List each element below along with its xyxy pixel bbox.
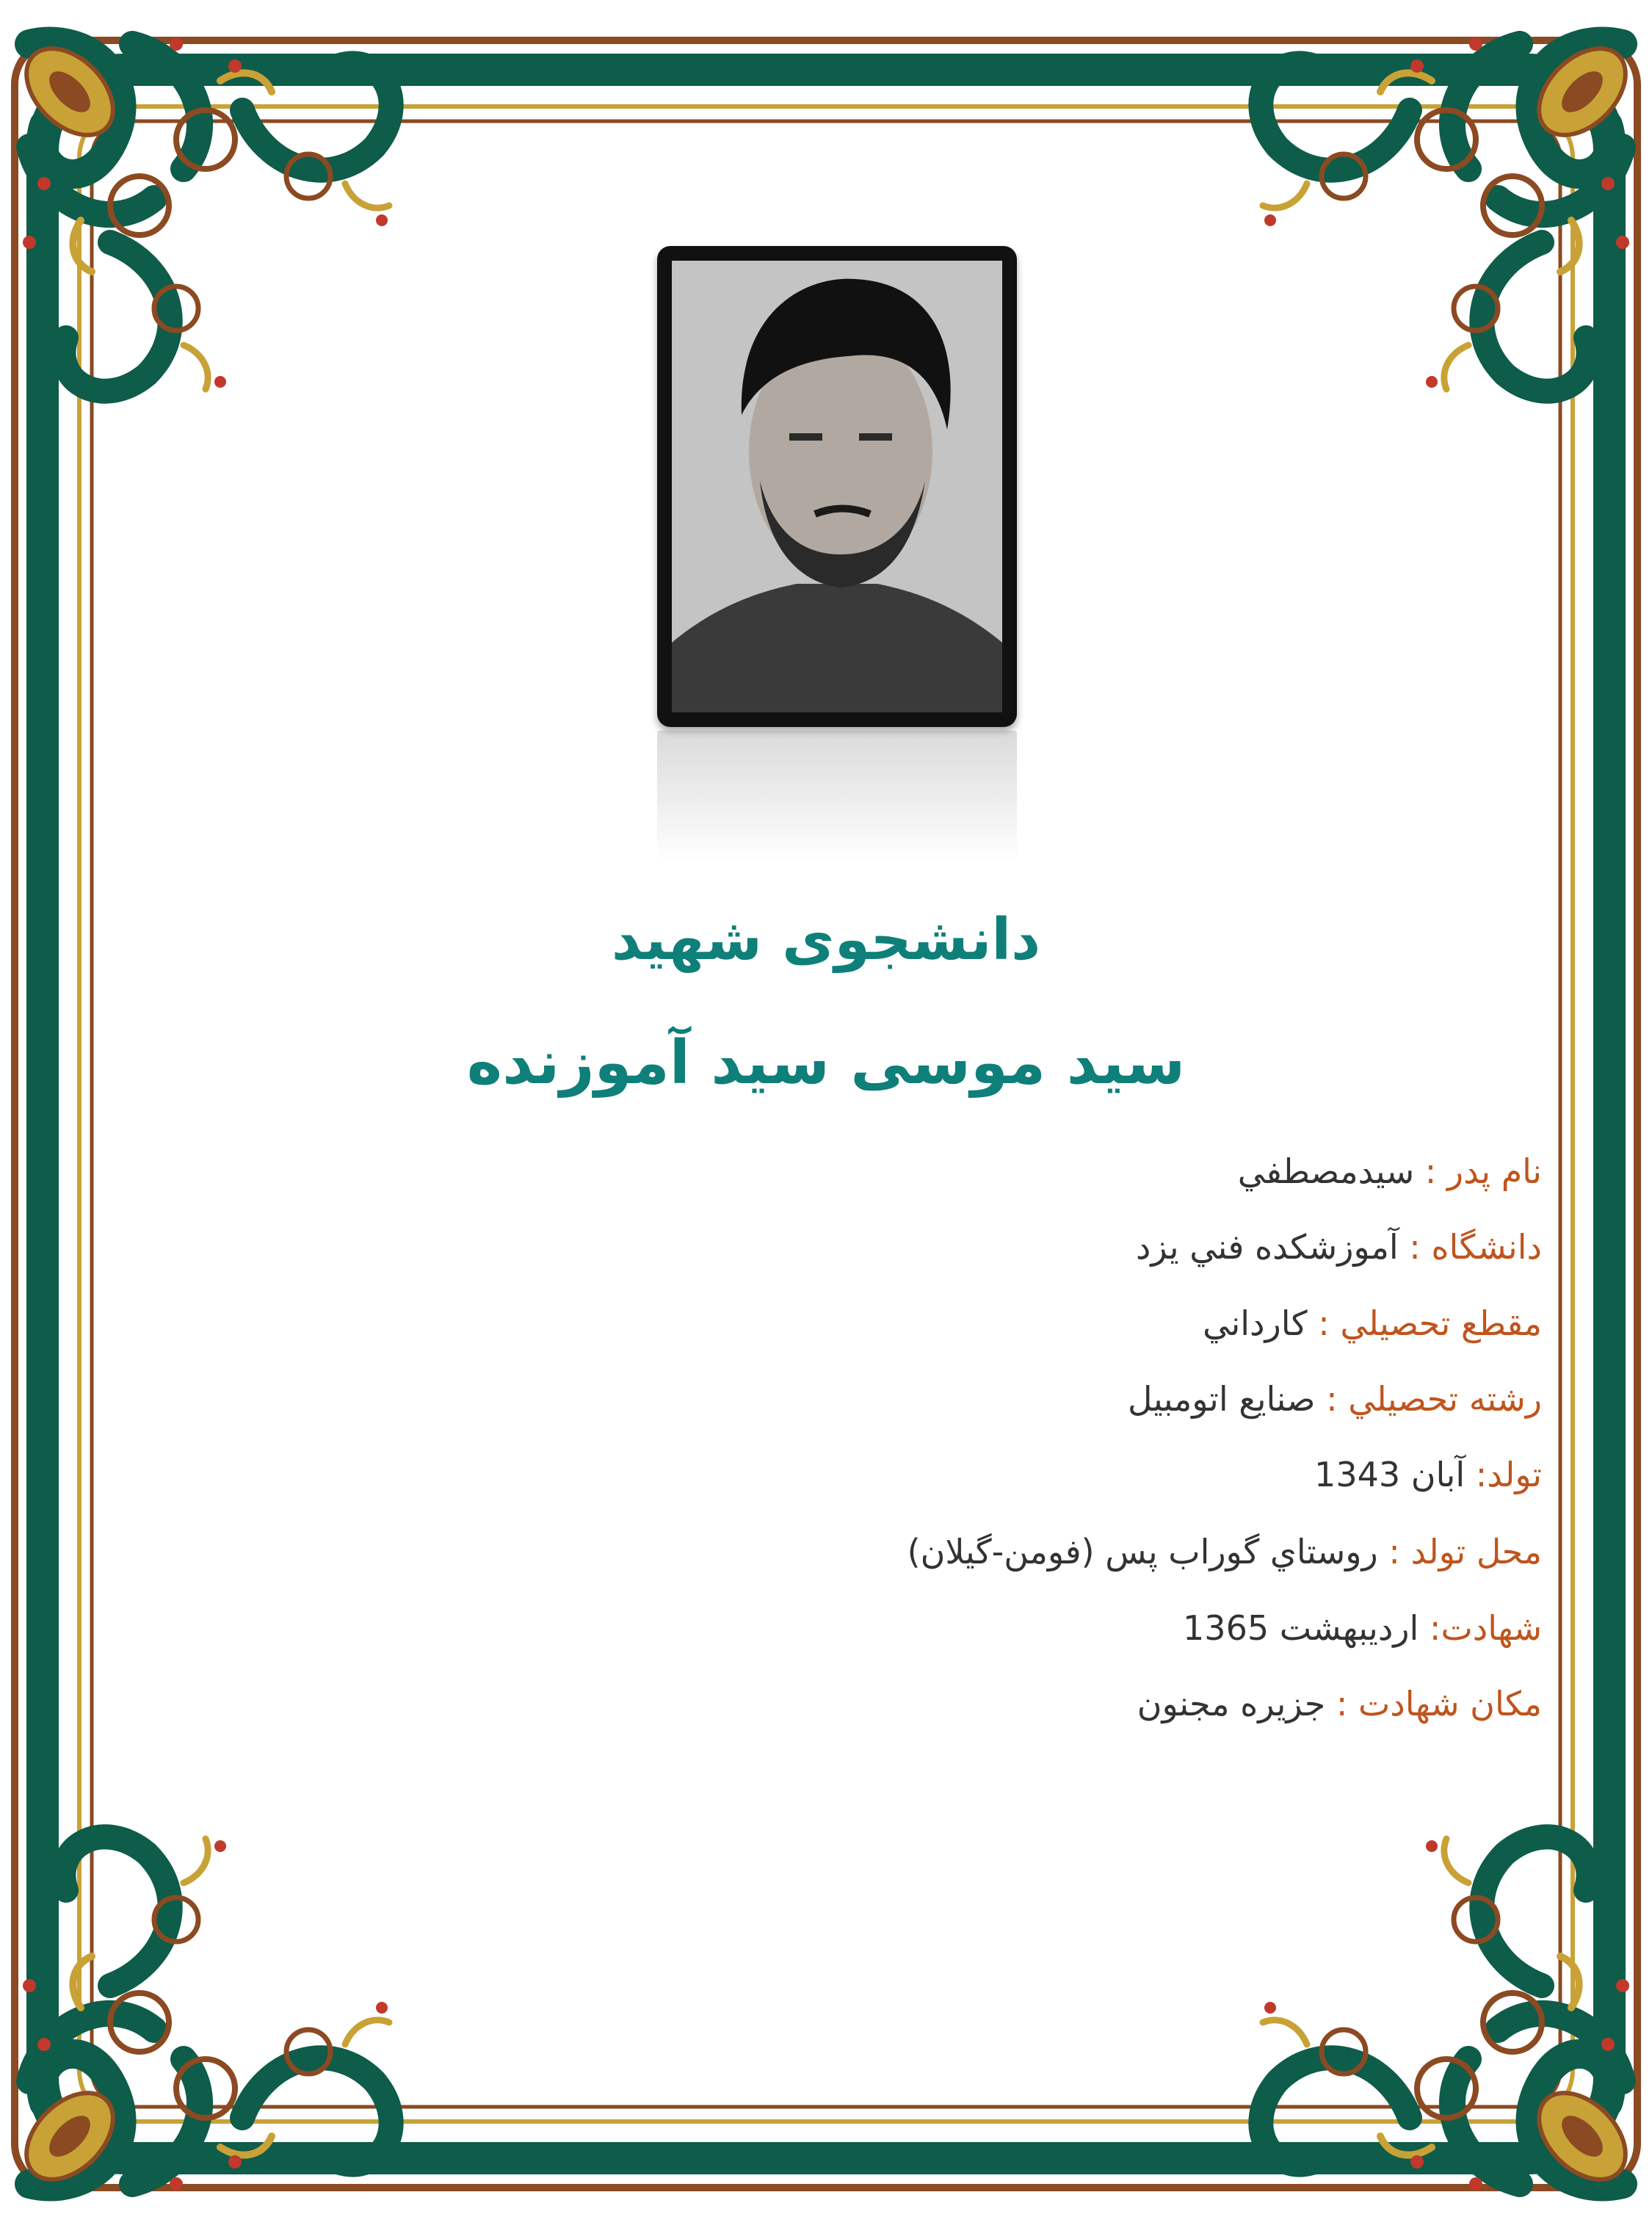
- field-label: دانشگاه: [1431, 1227, 1542, 1267]
- field-value: جزيره مجنون: [1137, 1684, 1326, 1724]
- field-birthplace: [441, 1530, 1542, 1574]
- field-label: مکان شهادت: [1358, 1684, 1542, 1724]
- field-label: نام پدر: [1446, 1151, 1542, 1191]
- portrait-reflection: [657, 731, 1017, 863]
- field-separator: :: [1325, 1684, 1358, 1724]
- field-value: آبان 1343: [1314, 1455, 1466, 1494]
- field-separator: :: [1465, 1455, 1488, 1494]
- heading-line-2: سید موسی سید آموزنده: [466, 1028, 1186, 1098]
- portrait-silhouette: [672, 261, 1002, 712]
- field-label: مقطع تحصيلي: [1340, 1303, 1542, 1343]
- heading-line-1: دانشجوی شهید: [611, 907, 1041, 973]
- portrait-photo: [672, 261, 1002, 712]
- field-separator: :: [1315, 1379, 1349, 1419]
- field-value: كارداني: [1203, 1303, 1308, 1343]
- field-separator: :: [1307, 1303, 1341, 1343]
- field-label: شهادت: [1441, 1608, 1542, 1648]
- field-value: آموزشكده فني يزد: [1135, 1227, 1399, 1267]
- field-major: [441, 1377, 1542, 1421]
- field-value: ارديبهشت 1365: [1183, 1608, 1419, 1648]
- field-separator: :: [1377, 1532, 1411, 1571]
- field-separator: :: [1398, 1227, 1432, 1267]
- field-martyrdom-place: [441, 1682, 1542, 1726]
- field-birth: [441, 1453, 1542, 1497]
- field-value: روستاي گوراب پس (فومن-گيلان): [907, 1532, 1378, 1571]
- portrait-frame: [657, 246, 1017, 727]
- field-university: [441, 1225, 1542, 1269]
- field-separator: :: [1414, 1151, 1447, 1191]
- field-value: سيدمصطفي: [1237, 1151, 1415, 1191]
- field-label: محل تولد: [1410, 1532, 1542, 1571]
- field-degree: [441, 1301, 1542, 1345]
- field-father-name: [441, 1149, 1542, 1193]
- field-value: صنايع اتومبيل: [1128, 1379, 1316, 1419]
- field-martyrdom: [441, 1606, 1542, 1650]
- field-label: رشته تحصيلي: [1348, 1379, 1542, 1419]
- field-separator: :: [1419, 1608, 1441, 1648]
- field-label: تولد: [1487, 1455, 1542, 1494]
